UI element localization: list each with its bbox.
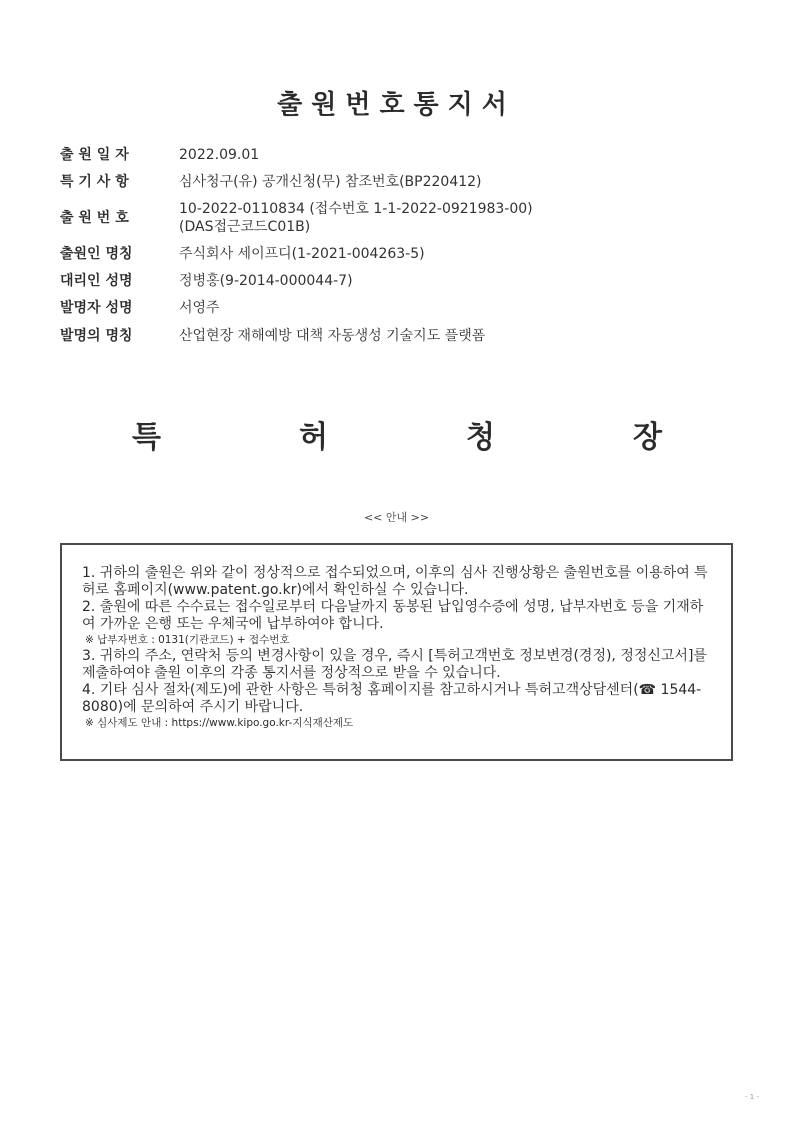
field-value: 2022.09.01 [179,147,260,163]
document-title: 출원번호통지서 [277,90,516,120]
issuer-char: 청 [466,420,495,455]
field-label: 특 기 사 항 [60,174,129,190]
field-label: 출원인 명칭 [60,246,133,262]
field-value-line2: (DAS접근코드C01B) [179,219,311,235]
issuer-signature [132,412,662,456]
field-value: 서영주 [179,300,220,316]
field-value: 정병홍(9-2014-000044-7) [179,273,353,289]
guide-item: 3. 귀하의 주소, 연락처 등의 변경사항이 있을 경우, 즉시 [특허고객번호 정보변경(경정), 정정신고서]를 제출하여야 출원 이후의 각종 통지서를 정상적으로 받을 수 있습니다. [82,648,707,681]
guide-text [82,565,714,731]
field-label: 발명자 성명 [60,300,133,316]
guide-item: 1. 귀하의 출원은 위와 같이 정상적으로 접수되었으며, 이후의 심사 진행상황은 출원번호를 이용하여 특허로 홈페이지(www.patent.go.kr)에서 확인하실 수 있습니다. [82,565,708,598]
guide-title: << 안내 >> [363,511,430,524]
field-label: 출 원 일 자 [60,147,129,163]
field-value: 10-2022-0110834 (접수번호 1-1-2022-0921983-00) [179,201,533,217]
field-value: 심사청구(유) 공개신청(무) 참조번호(BP220412) [179,174,482,190]
guide-item: 2. 출원에 따른 수수료는 접수일로부터 다음날까지 동봉된 납입영수증에 성명, 납부자번호 등을 기재하여 가까운 은행 또는 우체국에 납부하여야 합니다. [82,599,704,632]
guide-note: ※ 납부자번호 : 0131(기관코드) + 접수번호 [85,634,290,646]
issuer-char: 허 [299,420,328,455]
field-label: 대리인 성명 [60,273,133,289]
field-value: 주식회사 세이프디(1-2021-004263-5) [179,246,425,262]
issuer-char: 장 [633,420,662,455]
guide-item: 4. 기타 심사 절차(제도)에 관한 사항은 특허청 홈페이지를 참고하시거나 특허고객상담센터(☎ 1544-8080)에 문의하여 주시기 바랍니다. [82,682,702,715]
guide-notice-box [60,543,733,761]
issuer-char: 특 [132,420,161,455]
field-value: 산업현장 재해예방 대책 자동생성 기술지도 플랫폼 [179,328,486,344]
field-label: 출 원 번 호 [60,210,129,226]
page-number: - 1 - [745,1093,759,1101]
field-label: 발명의 명칭 [60,328,133,344]
guide-note: ※ 심사제도 안내 : https://www.kipo.go.kr-지식재산제도 [85,717,354,729]
